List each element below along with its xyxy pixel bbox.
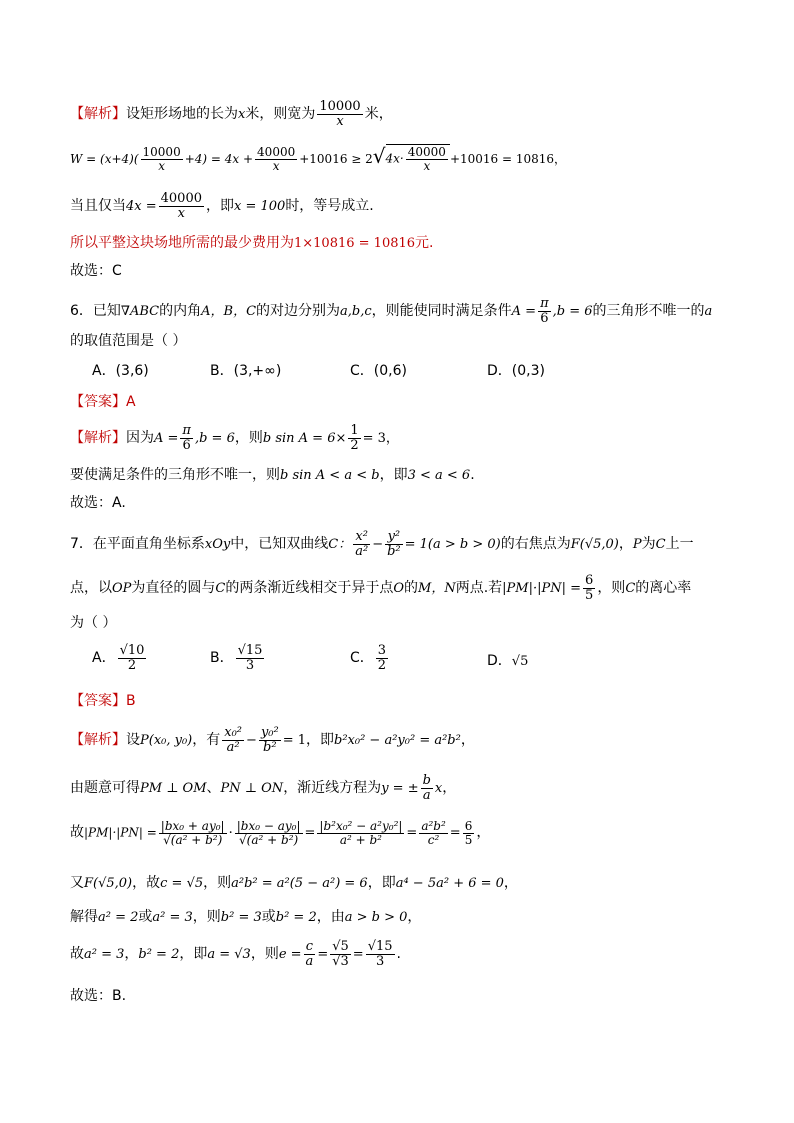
q7-option-a: A． $\frac{√10}{2}$ <box>92 643 145 673</box>
fraction: $\frac{\text{|bx₀ − ay₀|}}{\text{√(a² + b²)}}$ <box>236 819 301 847</box>
fraction: $\frac{\text{|b²x₀² − a²y₀²|}}{\text{a² + b²}}$ <box>319 819 403 847</box>
fraction: $\frac{1}{2}$ <box>350 423 359 453</box>
q5-solution-line-2: W = (x+4)( $\frac{10000}{x}$ +4) = 4x + $\frac{40000}{x}$ +10016 ≥ 2√4x· $\frac{40000}{x}$ +10016 = 10816， <box>70 144 567 173</box>
fraction: $\frac{\pi}{6}$ <box>540 296 549 326</box>
q6-stem-line-2: 的取值范围是（ ） <box>70 333 187 349</box>
q7-option-c: C． $\frac{3}{2}$ <box>350 643 387 673</box>
q6-solution-line-1: 【解析】因为A = $\frac{\pi}{6}$ ,b = 6，则b sin A = 6× $\frac{1}{2}$ = 3， <box>70 423 399 453</box>
fraction: $\frac{\text{a²b²}}{\text{c²}}$ <box>421 819 446 847</box>
q6-option-a: A．(3,6) <box>92 363 149 379</box>
q6-choice: 故选：A. <box>70 495 126 511</box>
fraction: $\frac{6}{5}$ <box>585 573 594 603</box>
q6-stem-line-1: 6．已知∇ABC的内角A，B，C的对边分别为a,b,c，则能使同时满足条件A = $\frac{\pi}{6}$ ,b = 6的三角形不唯一的a <box>70 296 713 326</box>
fraction: $\frac{√15}{3}$ <box>367 939 393 969</box>
analysis-tag: 【解析】 <box>70 106 126 123</box>
q7-solution-line-6: 故a² = 3，b² = 2，即a = √3，则e = $\frac{c}{a}$ = $\frac{√5}{√3}$ = $\frac{√15}{3}$ . <box>70 939 401 969</box>
fraction: $\frac{\text{x₀²}}{\text{a²}}$ <box>224 725 243 755</box>
q7-stem-line-3: 为（ ） <box>70 615 117 631</box>
q6-option-d: D．(0,3) <box>487 363 545 379</box>
q7-solution-line-5: 解得a² = 2或a² = 3，则b² = 3或b² = 2，由a > b > 0， <box>70 909 422 925</box>
fraction: $\frac{10000}{x}$ <box>319 99 361 129</box>
q7-stem-line-1: 7．在平面直角坐标系xOy中，已知双曲线C： $\frac{\text{x²}}{\text{a²}}$ − $\frac{\text{y²}}{\text{b²}}$ = 1(a > b > 0)的右焦点为F(√5,0)，P为C上一 <box>70 529 694 559</box>
q7-solution-line-3: 故|PM|·|PN| = $\frac{\text{|bx₀ + ay₀|}}{\text{√(a² + b²)}}$ · $\frac{\text{|bx₀ − ay₀|}}{\text{√(a² + b²)}}$ = $\frac{\text{|b²x₀² − a²y₀²|}}{\text{a² + b²}}$ = $\frac{\text{a²b²}}{\text{c²}}$ = $\frac{6}{5}$ ， <box>70 819 491 847</box>
fraction: $\frac{\text{y₀²}}{\text{b²}}$ <box>260 725 279 755</box>
q7-solution-line-4: 又F(√5,0)，故c = √5，则a²b² = a²(5 − a²) = 6，即a⁴ − 5a² + 6 = 0， <box>70 875 518 891</box>
q6-solution-line-2: 要使满足条件的三角形不唯一，则b sin A < a < b，即3 < a < 6. <box>70 467 475 483</box>
q6-answer: 【答案】A <box>70 394 136 410</box>
sqrt-sign: √ <box>372 144 386 168</box>
q5-solution-line-3: 当且仅当4x = $\frac{40000}{x}$ ，即x = 100时，等号成立. <box>70 191 374 221</box>
q7-stem-line-2: 点，以OP为直径的圆与C的两条渐近线相交于异于点O的M，N两点.若|PM|·|PN| = $\frac{6}{5}$ ，则C的离心率 <box>70 573 692 603</box>
q7-answer: 【答案】B <box>70 693 136 709</box>
fraction: $\frac{\text{x²}}{\text{a²}}$ <box>355 529 369 559</box>
q7-solution-line-2: 由题意可得PM ⊥ OM、PN ⊥ ON，渐近线方程为y = ± $\frac{b}{a}$ x， <box>70 773 457 803</box>
fraction: $\frac{\text{y²}}{\text{b²}}$ <box>387 529 401 559</box>
fraction: $\frac{b}{a}$ <box>422 773 431 803</box>
q5-solution-line-4: 所以平整这块场地所需的最少费用为1×10816 = 10816元. <box>70 235 434 251</box>
q7-option-d: D．√5 <box>487 653 529 669</box>
q7-choice: 故选：B. <box>70 988 127 1004</box>
sqrt-radicand: 4x· $\frac{40000}{x}$ <box>386 144 450 172</box>
fraction: $\frac{6}{5}$ <box>464 819 473 847</box>
fraction: $\frac{\text{|bx₀ + ay₀|}}{\text{√(a² + b²)}}$ <box>160 819 225 847</box>
q6-option-c: C．(0,6) <box>350 363 407 379</box>
q7-option-b: B． $\frac{√15}{3}$ <box>210 643 263 673</box>
fraction: $\frac{√5}{√3}$ <box>332 939 349 969</box>
fraction: $\frac{\pi}{6}$ <box>182 423 191 453</box>
fraction: $\frac{40000}{x}$ <box>160 191 202 221</box>
q6-option-b: B．(3,+∞) <box>210 363 282 379</box>
fraction: $\frac{40000}{x}$ <box>257 145 296 173</box>
q5-solution-line-1: 【解析】设矩形场地的长为x米，则宽为 $\frac{10000}{x}$ 米， <box>70 99 393 129</box>
q7-solution-line-1: 【解析】设P(x₀, y₀)，有 $\frac{\text{x₀²}}{\text{a²}}$ − $\frac{\text{y₀²}}{\text{b²}}$ = 1，即b²x₀² − a²y₀² = a²b²， <box>70 725 475 755</box>
fraction: $\frac{c}{a}$ <box>305 939 314 969</box>
fraction: $\frac{10000}{x}$ <box>142 145 181 173</box>
q5-choice: 故选：C <box>70 263 122 279</box>
